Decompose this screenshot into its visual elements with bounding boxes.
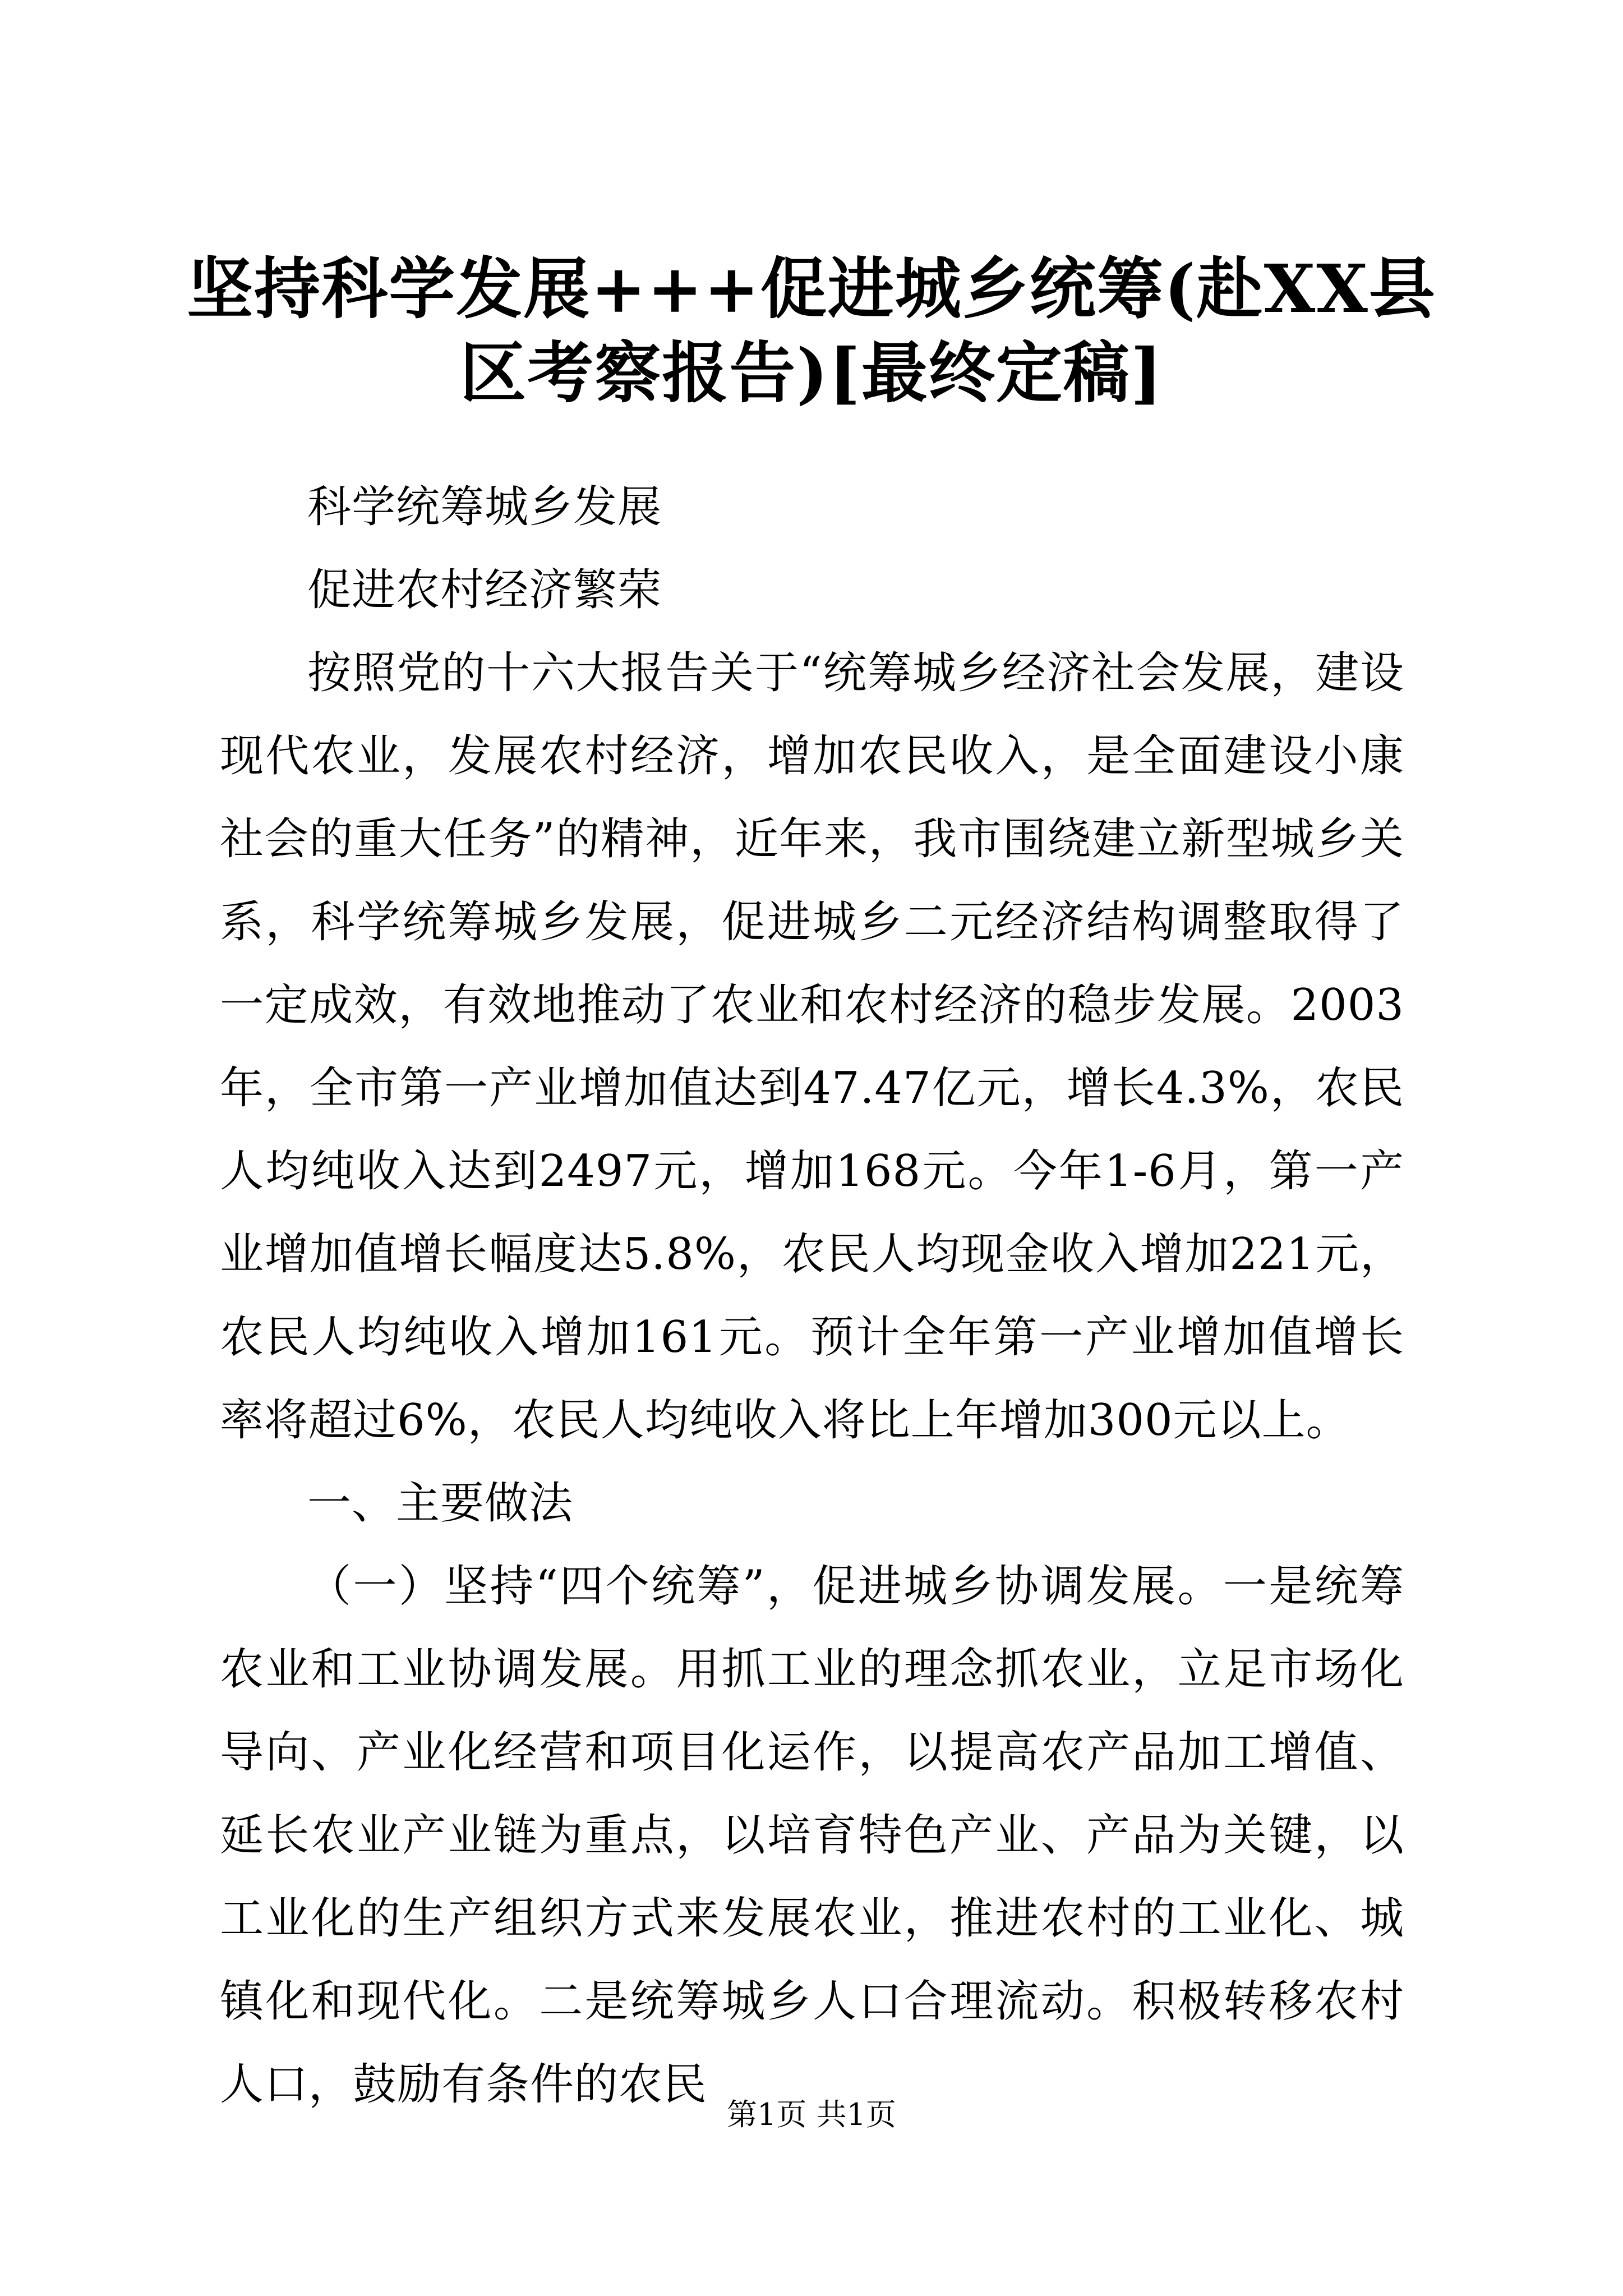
intro-paragraph: 按照党的十六大报告关于“统筹城乡经济社会发展，建设现代农业，发展农村经济，增加农民收入，是全面建设小康社会的重大任务”的精神，近年来，我市围绕建立新型城乡关系，科学统筹城乡发展，促进城乡二元经济结构调整取得了一定成效，有效地推动了农业和农村经济的稳步发展。2003年，全市第一产业增加值达到47.47亿元，增长4.3%，农民人均纯收入达到2497元，增加168元。今年1-6月，第一产业增加值增长幅度达5.8%，农民人均现金收入增加221元，农民人均纯收入增加161元。预计全年第一产业增加值增长率将超过6%，农民人均纯收入将比上年增加300元以上。 [220,648,1404,1446]
page-footer: 第1页 共1页 [727,2097,896,2132]
document-body [220,466,1404,2126]
section-paragraph: （一）坚持“四个统筹”，促进城乡协调发展。一是统筹农业和工业协调发展。用抓工业的理念抓农业，立足市场化导向、产业化经营和项目化运作，以提高农产品加工增值、延长农业产业链为重点，以培育特色产业、产品为关键，以工业化的生产组织方式来发展农业，推进农村的工业化、城镇化和现代化。二是统筹城乡人口合理流动。积极转移农村人口，鼓励有条件的农民 [220,1561,1404,2110]
document-title: 坚持科学发展+++促进城乡统筹(赴XX县区考察报告)[最终定稿] [187,250,1436,412]
section-heading: 一、主要做法 [307,1478,574,1529]
subtitle-line-2: 促进农村经济繁荣 [307,565,662,615]
subtitle-line-1: 科学统筹城乡发展 [307,482,662,532]
